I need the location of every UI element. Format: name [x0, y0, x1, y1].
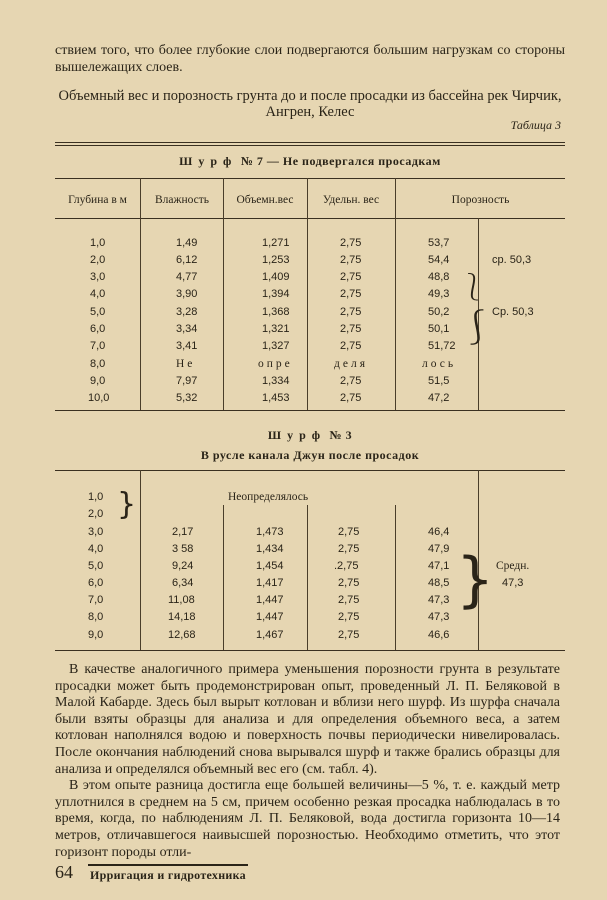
section1-heading-word: Шурф	[179, 154, 238, 168]
table-cell: 3,0	[90, 271, 106, 283]
table-cell: 6,34	[172, 577, 194, 589]
table-cell: 3,28	[176, 306, 198, 318]
paragraph-1: В качестве аналогичного примера уменьшения порозности грунта в результате просадки может быть продемонстрирован опыт, проведенный Л. П. Беляковой в Малой Кабарде. Здесь был вырыт котлован и вблизи него шурф. Из шурфа сначала были взяты образцы для анализа и для определения объемного веса, а затем котлован наполнялся водою и поверхность почвы периодически нивелировалась. После окончания наблюдений снова вырывался шурф и также брались образцы для анализа и определялся объемный вес его (см. табл. 4).	[55, 662, 560, 777]
brace-mark: }	[456, 545, 495, 615]
table-cell: 47,9	[428, 543, 450, 555]
table-cell: 2,75	[338, 577, 360, 589]
vline	[395, 178, 396, 410]
table-cell: 1,417	[256, 577, 284, 589]
col-header-porosity: Порозность	[451, 194, 510, 206]
table-cell: опре	[258, 358, 293, 370]
table-cell: 1,409	[262, 271, 290, 283]
table-cell: 51,72	[428, 340, 456, 352]
table-cell: 46,6	[428, 629, 450, 641]
table-cell: 2,75	[340, 288, 362, 300]
table-cell: 11,08	[168, 594, 195, 606]
vline	[140, 178, 141, 410]
table-cell: 1,447	[256, 611, 284, 623]
average-label: Средн.	[496, 560, 530, 572]
table-cell: 2,75	[340, 375, 362, 387]
average-value: 47,3	[502, 577, 524, 589]
table-cell: 1,454	[256, 560, 284, 572]
brace-mark: ⎰	[460, 308, 494, 348]
table-cell: 12,68	[168, 629, 196, 641]
table-cell: 5,0	[88, 560, 104, 572]
table-cell: 46,4	[428, 526, 450, 538]
table-cell: 6,12	[176, 254, 198, 266]
table-cell: 1,467	[256, 629, 284, 641]
table-cell: 2,75	[340, 271, 362, 283]
header-rule-bottom	[55, 218, 565, 219]
table-cell: 9,0	[88, 629, 104, 641]
table-cell: 1,394	[262, 288, 290, 300]
footer-rule	[88, 864, 248, 866]
col-header-depth: Глубина в м	[68, 194, 127, 206]
table-bottom-rule	[55, 650, 565, 651]
vline	[223, 178, 224, 410]
vline	[140, 470, 141, 650]
table-cell: 3,34	[176, 323, 198, 335]
table-cell: 1,334	[262, 375, 290, 387]
table-cell: 1,0	[90, 237, 106, 249]
table-cell: 1,434	[256, 543, 284, 555]
table-cell: 50,2	[428, 306, 450, 318]
table-cell: .2,75	[334, 560, 359, 572]
table-cell: деля	[334, 358, 368, 370]
table-cell: 50,1	[428, 323, 450, 335]
table-cell: 1,49	[176, 237, 198, 249]
table-cell: 53,7	[428, 237, 450, 249]
table-top-rule	[55, 142, 565, 143]
table-cell: 2,75	[340, 254, 362, 266]
col-header-bulk: Объемн.вес	[236, 194, 294, 206]
vline	[307, 178, 308, 410]
col-header-specific: Удельн. вес	[322, 194, 380, 206]
table-cell: 10,0	[88, 392, 110, 404]
section1-bottom-rule	[55, 410, 565, 411]
table-cell: 4,77	[176, 271, 198, 283]
table-label: Таблица 3	[510, 118, 561, 132]
table-cell: 3,0	[88, 526, 104, 538]
table-cell: 4,0	[88, 543, 104, 555]
table-cell: 1,453	[262, 392, 290, 404]
section2-top-rule	[55, 470, 565, 471]
table-cell: 2,75	[340, 306, 362, 318]
table-cell: 51,5	[428, 375, 450, 387]
section1-heading-rest: № 7 — Не подвергался просадкам	[240, 154, 441, 168]
table-cell: 2,75	[338, 543, 360, 555]
vline	[395, 505, 396, 650]
table-cell: 7,0	[90, 340, 106, 352]
header-rule-top	[55, 178, 565, 179]
table-cell: 8,0	[88, 611, 104, 623]
table-cell: 3,90	[176, 288, 198, 300]
col-header-moisture: Влажность	[154, 194, 210, 206]
table-cell: 49,3	[428, 288, 450, 300]
table-cell: 1,271	[262, 237, 290, 249]
table-cell: 2,0	[90, 254, 106, 266]
average-label: Ср. 50,3	[492, 306, 534, 318]
section2-subheading: В русле канала Джун после просадок	[200, 448, 420, 462]
table-cell: 7,97	[176, 375, 198, 387]
table-cell: 47,3	[428, 594, 450, 606]
page-number: 64	[55, 862, 73, 882]
table-cell: 8,0	[90, 358, 106, 370]
table-cell: 54,4	[428, 254, 450, 266]
table-cell: 9,24	[172, 560, 194, 572]
table-cell: 1,447	[256, 594, 284, 606]
section2-heading	[55, 428, 565, 443]
table-title: Объемный вес и порозность грунта до и после просадки из бассейна рек Чирчик, Ангрен, Келес	[58, 88, 562, 120]
table-cell: 47,1	[428, 560, 450, 572]
vline	[223, 505, 224, 650]
table-cell: 5,32	[176, 392, 198, 404]
table-cell: 2,75	[338, 629, 360, 641]
section2-heading-word: Шурф	[267, 428, 327, 442]
table-cell: 6,0	[88, 577, 104, 589]
table-cell: 1,253	[262, 254, 290, 266]
section1-heading	[55, 154, 565, 169]
average-label: ср. 50,3	[492, 254, 532, 266]
table-cell: 2,75	[338, 526, 360, 538]
journal-title: Ирригация и гидротехника	[90, 868, 246, 882]
table-cell: 2,17	[172, 526, 194, 538]
vline	[307, 505, 308, 650]
table-cell: 3,41	[176, 340, 198, 352]
table-cell: 4,0	[90, 288, 106, 300]
table-cell: 1,368	[262, 306, 290, 318]
table-cell: 6,0	[90, 323, 106, 335]
table-cell: 3 58	[172, 543, 194, 555]
brace-mark: ⎱	[460, 273, 487, 303]
table-cell: 7,0	[88, 594, 104, 606]
table-cell: лось	[422, 358, 457, 370]
table-cell: 2,75	[340, 340, 362, 352]
table-top-rule-2	[55, 145, 565, 146]
table-cell: 5,0	[90, 306, 106, 318]
table-cell: 2,75	[338, 594, 360, 606]
table-cell: 47,3	[428, 611, 450, 623]
table-cell: 48,8	[428, 271, 450, 283]
table-cell: 48,5	[428, 577, 450, 589]
table-cell: 9,0	[90, 375, 106, 387]
table-cell: 14,18	[168, 611, 196, 623]
table-cell: 1,321	[262, 323, 290, 335]
intro-paragraph: ствием того, что более глубокие слои подвергаются большим нагрузкам со стороны вышележащих слоев.	[55, 43, 565, 75]
table-cell: 2,75	[340, 237, 362, 249]
paragraph-2: В этом опыте разница достигла еще большей величины—5 %, т. е. каждый метр уплотнился в среднем на 5 см, причем особенно резкая просадка наблюдалась в то время, когда, по наблюдениям Л. П. Беляковой, вода достигла горизонта 10—14 метров, отличавшегося наивысшей порозностью. Необходимо отметить, что этот горизонт породы отли-	[55, 778, 560, 860]
table-cell: 1,0	[88, 491, 104, 503]
section2-heading-rest: № 3	[329, 428, 353, 442]
table-cell: 2,0	[88, 508, 104, 520]
table-cell: 1,473	[256, 526, 284, 538]
table-cell: 1,327	[262, 340, 290, 352]
table-cell: 47,2	[428, 392, 450, 404]
brace-mark: }	[117, 487, 137, 522]
body-text	[55, 662, 560, 861]
table-cell: 2,75	[340, 392, 362, 404]
table-cell: 2,75	[338, 611, 360, 623]
table-cell: Не	[176, 358, 196, 370]
not-determined-label: Неопределялось	[228, 491, 309, 503]
table-cell: 2,75	[340, 323, 362, 335]
